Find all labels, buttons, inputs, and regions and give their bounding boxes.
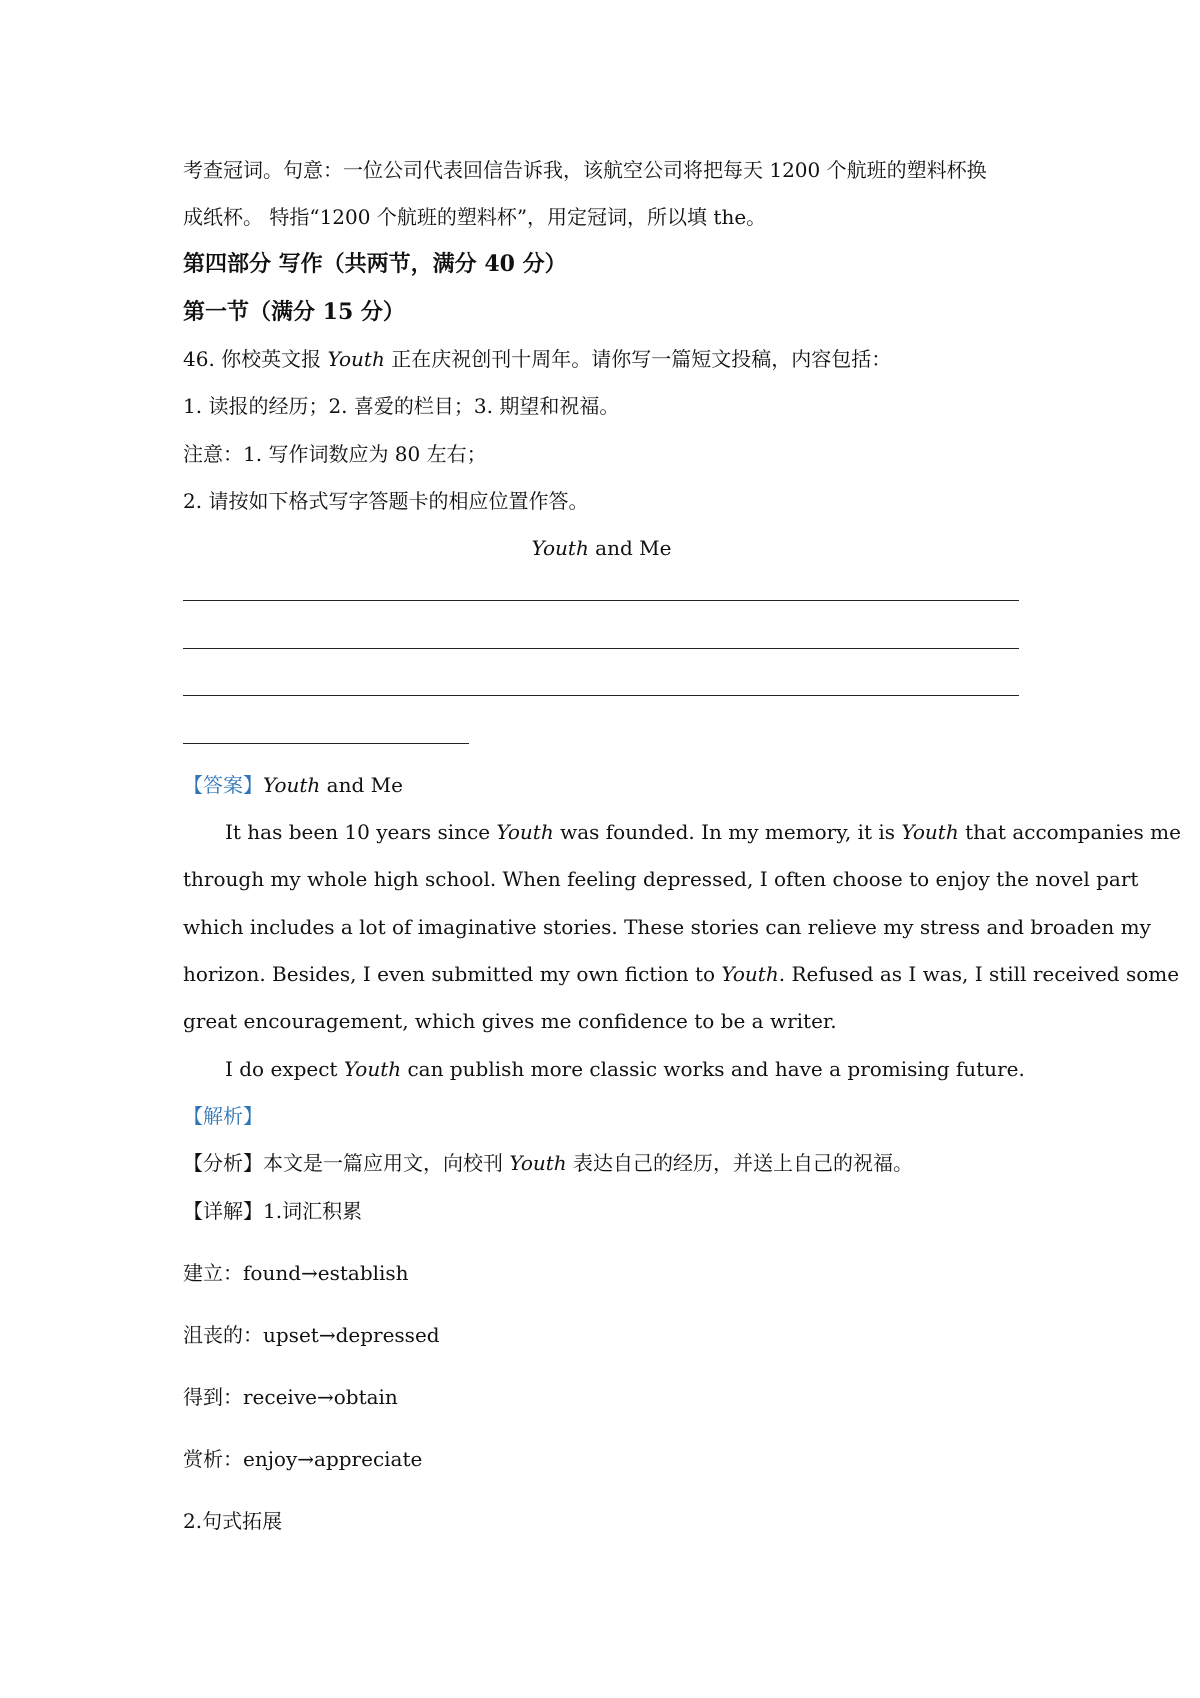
vocab-item xyxy=(183,1444,1020,1474)
text: 第一节（满分 15 分） xyxy=(183,299,405,325)
vocab-item xyxy=(183,1258,1020,1288)
question-points xyxy=(183,391,1020,421)
answer-line xyxy=(183,695,1019,696)
text: Youth xyxy=(263,773,321,797)
text: can publish more classic works and have a promising future. xyxy=(401,1057,1025,1081)
vocab-item xyxy=(183,1320,1020,1350)
text: Youth xyxy=(721,962,779,986)
text: 沮丧的：upset→depressed xyxy=(183,1323,440,1347)
text: I do expect xyxy=(225,1057,344,1081)
text: 正在庆祝创刊十周年。请你写一篇短文投稿，内容包括： xyxy=(384,347,892,371)
analysis-summary xyxy=(183,1148,1020,1178)
question-note-2 xyxy=(183,486,1020,516)
text: 成纸杯。 特指“1200 个航班的塑料杯”，用定冠词，所以填 the。 xyxy=(183,205,767,229)
text: 表达自己的经历，并送上自己的祝福。 xyxy=(566,1151,914,1175)
magazine-title: Youth xyxy=(327,347,385,371)
answer-paragraph-line xyxy=(183,1006,1020,1036)
text: 建立：found→establish xyxy=(183,1261,409,1285)
sentence-expansion-heading xyxy=(183,1506,1020,1536)
text: great encouragement, which gives me confidence to be a writer. xyxy=(183,1009,837,1033)
vocab-item xyxy=(183,1382,1020,1412)
text: and Me xyxy=(588,536,672,560)
essay-title xyxy=(183,533,1020,563)
prev-explanation-line-2 xyxy=(183,202,1020,232)
answer-line xyxy=(183,600,1019,601)
text: . Refused as I was, I still received some xyxy=(778,962,1180,986)
subsection-heading xyxy=(183,297,1020,327)
text: which includes a lot of imaginative stories. These stories can relieve my stress and broaden my xyxy=(183,915,1151,939)
text: 赏析：enjoy→appreciate xyxy=(183,1447,423,1471)
text: 1. 读报的经历；2. 喜爱的栏目；3. 期望和祝福。 xyxy=(183,394,620,418)
text: Youth xyxy=(901,820,959,844)
text: 你校英文报 xyxy=(221,347,328,371)
text: Youth xyxy=(343,1057,402,1081)
text: through my whole high school. When feeling depressed, I often choose to enjoy the novel part xyxy=(183,867,1139,891)
question-prompt xyxy=(183,344,1020,374)
text: 第四部分 写作（共两节，满分 40 分） xyxy=(183,251,567,277)
text: 考查冠词。句意：一位公司代表回信告诉我，该航空公司将把每天 1200 个航班的塑料杯换 xyxy=(183,158,987,182)
section-heading xyxy=(183,249,1020,279)
answer-paragraph-line xyxy=(225,817,1181,847)
question-note-1 xyxy=(183,439,1020,469)
question-number: 46. xyxy=(183,347,215,371)
answer-line xyxy=(183,648,1019,649)
analysis-label: 【解析】 xyxy=(183,1104,263,1128)
text: It has been 10 years since xyxy=(225,820,497,844)
answer-label-line xyxy=(183,770,1020,800)
text: 2. 请按如下格式写字答题卡的相应位置作答。 xyxy=(183,489,589,513)
text: 注意：1. 写作词数应为 80 左右； xyxy=(183,442,487,466)
prev-explanation-line-1 xyxy=(183,155,1020,185)
text: 2.句式拓展 xyxy=(183,1509,283,1533)
analysis-label-line xyxy=(183,1101,1020,1131)
answer-paragraph-line xyxy=(183,912,1151,942)
text: Youth xyxy=(531,536,589,560)
analysis-detail-heading xyxy=(183,1196,1020,1226)
text: 得到：receive→obtain xyxy=(183,1385,398,1409)
answer-label: 【答案】 xyxy=(183,773,263,797)
text: that accompanies me xyxy=(958,820,1181,844)
text: was founded. In my memory, it is xyxy=(553,820,902,844)
text: 【分析】本文是一篇应用文，向校刊 xyxy=(183,1151,510,1175)
answer-paragraph-line xyxy=(183,959,1180,989)
text: horizon. Besides, I even submitted my own fiction to xyxy=(183,962,722,986)
answer-line xyxy=(183,743,469,744)
text: Youth xyxy=(509,1151,567,1175)
answer-paragraph-line xyxy=(225,1054,1025,1084)
text: 【详解】1.词汇积累 xyxy=(183,1199,363,1223)
text: and Me xyxy=(320,773,403,797)
answer-paragraph-line xyxy=(183,864,1139,894)
text: Youth xyxy=(496,820,554,844)
